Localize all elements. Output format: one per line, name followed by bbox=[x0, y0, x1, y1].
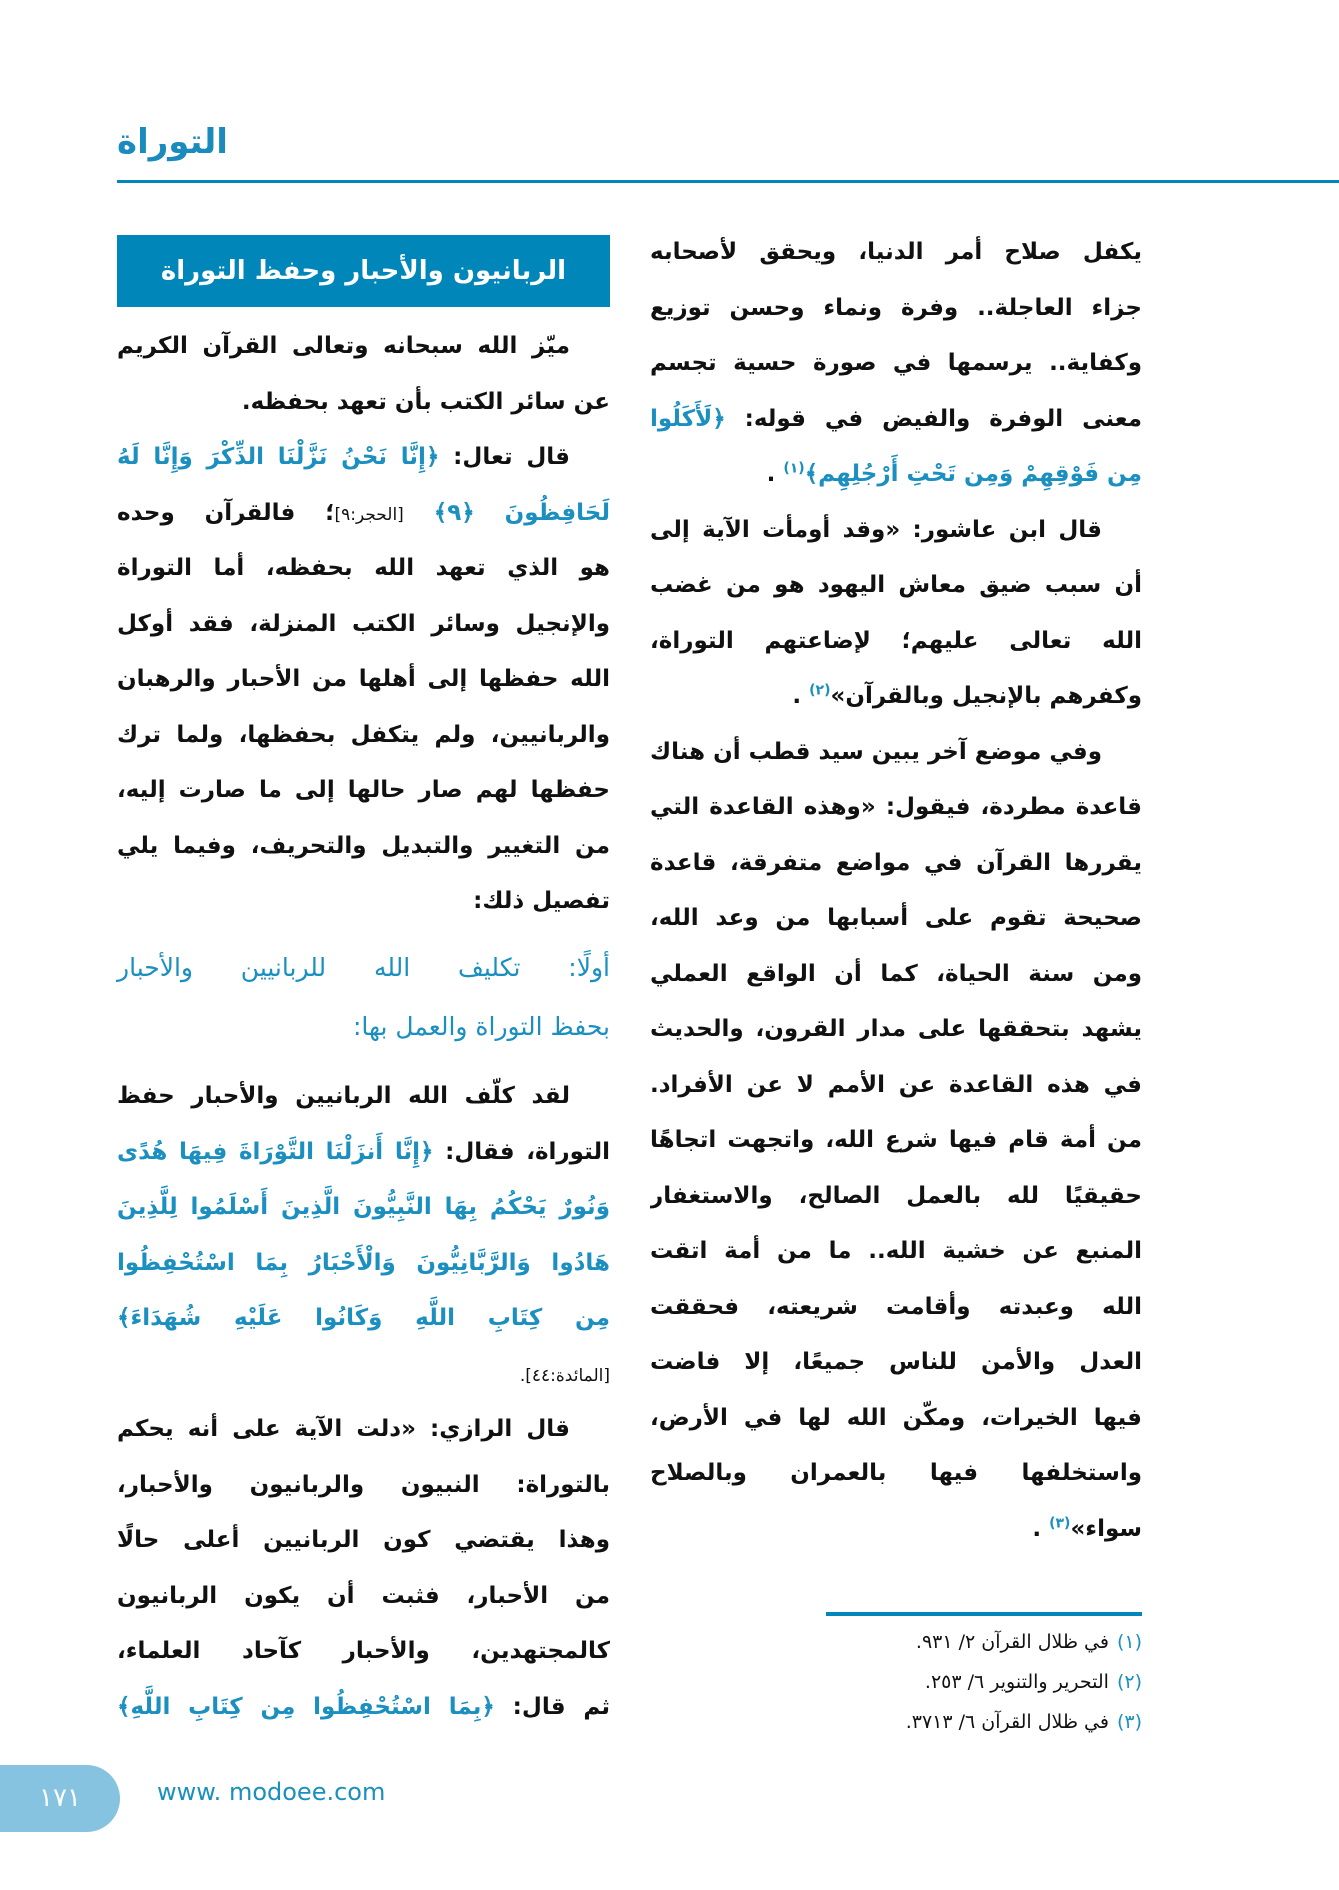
footnote-number: (١) bbox=[1116, 1631, 1142, 1653]
text-line: قاعدة مطردة، فيقول: «وهذه القاعدة التي bbox=[650, 794, 1142, 820]
text-line: أن سبب ضيق معاش اليهود هو من غضب bbox=[650, 572, 1142, 598]
quran-verse: لَحَافِظُونَ ﴿٩﴾ bbox=[433, 499, 610, 526]
period: . bbox=[1032, 1515, 1042, 1542]
text-line: والربانيين، ولم يتكفل بحفظها، ولما ترك bbox=[117, 721, 610, 748]
section-heading: الربانيون والأحبار وحفظ التوراة bbox=[117, 235, 610, 307]
text-line: الله تعالى عليهم؛ لإضاعتهم التوراة، bbox=[650, 627, 1142, 654]
text-line bbox=[650, 392, 1142, 448]
text: معنى الوفرة والفيض في قوله: bbox=[744, 405, 1142, 432]
footnote bbox=[780, 1622, 1142, 1662]
text-line bbox=[650, 447, 1142, 503]
text-line: بالتوراة: النبيون والربانيون والأحبار، bbox=[117, 1471, 610, 1498]
text-line: من الأحبار، فثبت أن يكون الربانيون bbox=[117, 1582, 610, 1609]
text-line: تفصيل ذلك: bbox=[473, 888, 610, 914]
text-line: فيها الخيرات، ومكّن الله لها في الأرض، bbox=[650, 1404, 1142, 1431]
website-link[interactable]: www. modoee.com bbox=[157, 1778, 386, 1806]
footnote-number: (٢) bbox=[1116, 1671, 1142, 1693]
text-line: وهذا يقتضي كون الربانيين أعلى حالًا bbox=[117, 1527, 610, 1553]
text-line: ومن سنة الحياة، كما أن الواقع العملي bbox=[650, 960, 1142, 987]
verse-reference: [الحجر:٩] bbox=[334, 504, 404, 525]
header-rule bbox=[117, 180, 1339, 183]
period: . bbox=[766, 461, 776, 487]
text-line bbox=[117, 1680, 610, 1736]
text-line bbox=[117, 1347, 610, 1403]
verse-reference: [المائدة:٤٤]. bbox=[519, 1365, 610, 1386]
text-line bbox=[650, 1502, 1142, 1558]
text: سواء» bbox=[1070, 1515, 1142, 1542]
text-line bbox=[117, 430, 610, 486]
text-line: قال الرازي: «دلت الآية على أنه يحكم bbox=[117, 1416, 570, 1442]
footnote-text: في ظلال القرآن ٢/ ٩٣١. bbox=[915, 1631, 1109, 1653]
text-line: في هذه القاعدة عن الأمم لا عن الأفراد. bbox=[650, 1071, 1142, 1098]
subheading bbox=[117, 938, 610, 1056]
text-line: يشهد بتحققها على مدار القرون، والحديث bbox=[650, 1016, 1142, 1042]
quran-verse-line: وَنُورٌ يَحْكُمُ بِهَا النَّبِيُّونَ الَّذِينَ أَسْلَمُوا لِلَّذِينَ bbox=[117, 1194, 610, 1220]
right-column bbox=[650, 225, 1142, 1557]
footnote-ref: (١) bbox=[783, 460, 805, 477]
text-line: هو الذي تعهد الله بحفظه، أما التوراة bbox=[117, 555, 610, 581]
text: وكفرهم بالإنجيل وبالقرآن» bbox=[830, 683, 1142, 709]
quran-verse-line: هَادُوا وَالرَّبَّانِيُّونَ وَالْأَحْبَارُ بِمَا اسْتُحْفِظُوا bbox=[117, 1249, 610, 1276]
footnote-text: في ظلال القرآن ٦/ ٣٧١٣. bbox=[905, 1711, 1109, 1733]
text-line bbox=[117, 1125, 610, 1181]
text-line: قال ابن عاشور: «وقد أومأت الآية إلى bbox=[650, 516, 1102, 543]
footnote-text: التحرير والتنوير ٦/ ٢٥٣. bbox=[924, 1671, 1109, 1693]
text-line: الله وعبدته وأقامت شريعته، فحققت bbox=[650, 1293, 1142, 1320]
page-number: ١٧١ bbox=[0, 1765, 120, 1832]
text-line: ميّز الله سبحانه وتعالى القرآن الكريم bbox=[117, 333, 570, 359]
text-line bbox=[650, 669, 1142, 725]
text-line: العدل والأمن للناس جميعًا، إلا فاضت bbox=[650, 1349, 1142, 1375]
quran-verse: ﴿لَأَكَلُوا bbox=[650, 405, 726, 432]
footnote-ref: (٣) bbox=[1049, 1514, 1071, 1531]
text-line: جزاء العاجلة.. وفرة ونماء وحسن توزيع bbox=[650, 294, 1142, 321]
footnote-ref: (٢) bbox=[809, 682, 831, 699]
text-line bbox=[117, 486, 610, 542]
left-column-part-2 bbox=[117, 1069, 610, 1735]
quran-verse: ﴿بِمَا اسْتُحْفِظُوا مِن كِتَابِ اللَّهِ﴾ bbox=[117, 1693, 495, 1720]
footnote bbox=[780, 1662, 1142, 1702]
text-line: صحيحة تقوم على أسبابها من وعد الله، bbox=[650, 905, 1142, 931]
text-line: واستخلفها فيها بالعمران وبالصلاح bbox=[650, 1460, 1142, 1486]
footnote-number: (٣) bbox=[1116, 1711, 1142, 1733]
text-line: والإنجيل وسائر الكتب المنزلة، فقد أوكل bbox=[117, 610, 610, 637]
text-line: يقررها القرآن في مواضع متفرقة، قاعدة bbox=[650, 849, 1142, 876]
text: ثم قال: bbox=[512, 1693, 610, 1720]
quran-verse: ﴿إِنَّا أَنزَلْنَا التَّوْرَاةَ فِيهَا هُدًى bbox=[117, 1138, 434, 1165]
text-line: المنبع عن خشية الله.. ما من أمة اتقت bbox=[650, 1238, 1142, 1264]
text-line: لقد كلّف الله الربانيين والأحبار حفظ bbox=[117, 1083, 570, 1109]
footnote-rule bbox=[826, 1612, 1142, 1616]
text-line: من التغيير والتبديل والتحريف، وفيما يلي bbox=[117, 832, 610, 859]
running-header-title: التوراة bbox=[117, 122, 228, 162]
period: . bbox=[792, 683, 802, 709]
text: قال تعال: bbox=[453, 444, 570, 470]
text-line: وكفاية.. يرسمها في صورة حسية تجسم bbox=[650, 350, 1142, 376]
left-column-part-1 bbox=[117, 319, 610, 930]
quran-verse: مِن فَوْقِهِمْ وَمِن تَحْتِ أَرْجُلِهِم﴾ bbox=[804, 461, 1142, 487]
text-line: الله حفظها إلى أهلها من الأحبار والرهبان bbox=[117, 666, 610, 692]
footnotes bbox=[780, 1622, 1142, 1742]
text: التوراة، فقال: bbox=[445, 1138, 610, 1165]
text-line: حقيقيًا لله بالعمل الصالح، والاستغفار bbox=[650, 1182, 1142, 1209]
subheading-line: أولًا: تكليف الله للربانيين والأحبار bbox=[117, 953, 610, 982]
subheading-line: بحفظ التوراة والعمل بها: bbox=[352, 1012, 610, 1041]
text-line: يكفل صلاح أمر الدنيا، ويحقق لأصحابه bbox=[650, 239, 1142, 265]
quran-verse-line: مِن كِتَابِ اللَّهِ وَكَانُوا عَلَيْهِ شُهَدَاءَ﴾ bbox=[117, 1305, 610, 1331]
text-line: كالمجتهدين، والأحبار كآحاد العلماء، bbox=[117, 1638, 610, 1664]
text-line: عن سائر الكتب بأن تعهد بحفظه. bbox=[241, 388, 610, 415]
text-line: حفظها لهم صار حالها إلى ما صارت إليه، bbox=[117, 777, 610, 803]
text-line: وفي موضع آخر يبين سيد قطب أن هناك bbox=[650, 738, 1102, 765]
footnote bbox=[780, 1702, 1142, 1742]
text: ؛ فالقرآن وحده bbox=[117, 499, 335, 526]
text-line: من أمة قام فيها شرع الله، واتجهت اتجاهًا bbox=[650, 1127, 1142, 1153]
quran-verse: ﴿إِنَّا نَحْنُ نَزَّلْنَا الذِّكْرَ وَإِنَّا لَهُ bbox=[117, 444, 440, 470]
